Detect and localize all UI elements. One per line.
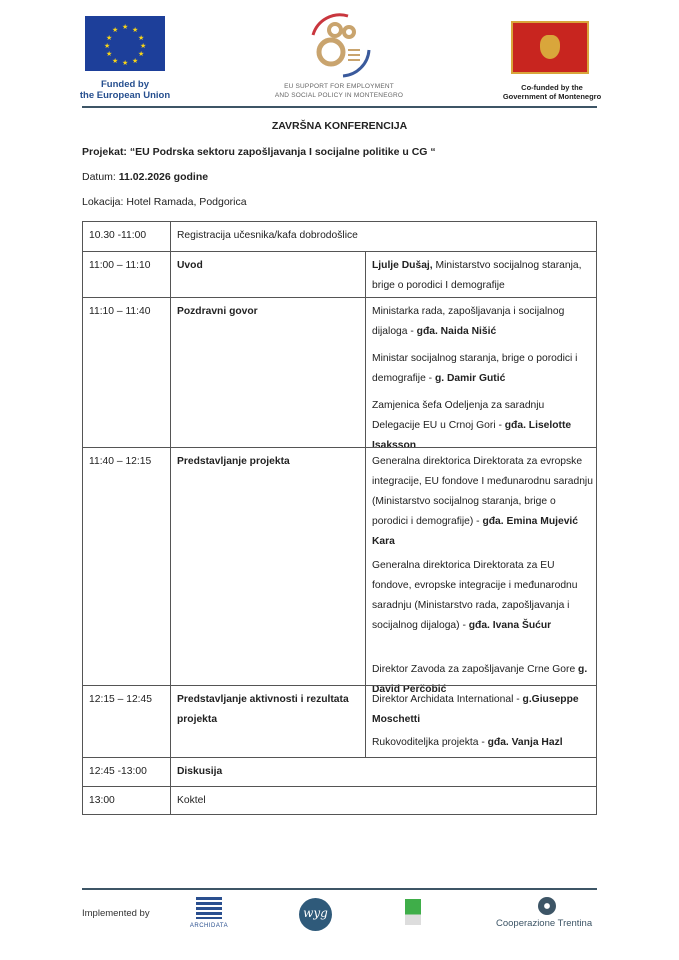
speaker: Ministar socijalnog staranja, brige o porodici i demografije - g. Damir Gutić — [372, 353, 578, 384]
table-row — [83, 297, 596, 451]
speaker: Rukovoditeljka projekta - gđa. Vanja Hazl — [372, 737, 563, 748]
agenda-table — [82, 221, 597, 815]
session-cell: Diskusija — [177, 766, 223, 777]
time-cell: 11:40 – 12:15 — [89, 456, 152, 467]
time-cell: 12:45 -13:00 — [89, 766, 147, 777]
speaker: Generalna direktorica Direktorata za evropske integracije, EU fondove I međunarodnu saradnju (Ministarstvo socijalnog staranja, brige o porodici i demografije) - gđa. Emina Mujević Kara — [372, 456, 593, 547]
table-row — [83, 251, 596, 297]
cooperazione-emblem — [538, 897, 556, 915]
archidata-logo: ARCHIDATA — [186, 897, 232, 929]
speaker: Direktor Zavoda za zapošljavanje Crne Gore g. David Perčobić — [372, 664, 588, 695]
session-cell: Predstavljanje projekta — [177, 456, 290, 467]
table-row — [83, 757, 596, 786]
date-line: Datum: 11.02.2026 godine — [82, 171, 209, 183]
header-divider — [82, 106, 597, 108]
project-caption: EU SUPPORT FOR EMPLOYMENT AND SOCIAL POLICY IN MONTENEGRO — [274, 83, 404, 99]
speaker: Ljulje Dušaj, Ministarstvo socijalnog staranja, brige o porodici I demografije — [372, 260, 582, 291]
session-cell: Koktel — [177, 795, 206, 806]
location-line: Lokacija: Hotel Ramada, Podgorica — [82, 196, 247, 208]
cooperazione-logo-text: Cooperazione Trentina — [496, 918, 593, 929]
eu-flag-logo: ★ ★ ★ ★ ★ ★ ★ ★ ★ ★ ★ ★ — [85, 16, 165, 71]
table-row — [83, 447, 596, 695]
session-cell: Predstavljanje aktivnosti i rezultata projekta — [177, 694, 349, 725]
speaker: Zamjenica šefa Odeljenja za saradnju Delegacije EU u Crnoj Gori - gđa. Liselotte Isaksson — [372, 400, 572, 451]
time-cell: 10.30 -11:00 — [89, 230, 147, 241]
speaker: Generalna direktorica Direktorata za EU fondove, evropske integracije i međunarodnu saradnju (Ministarstvo rada, zapošljavanja i socijalnog dijaloga) - gđa. Ivana Šućur — [372, 560, 578, 631]
session-cell: Uvod — [177, 260, 203, 271]
table-row — [83, 222, 596, 251]
implemented-by-label: Implemented by — [82, 908, 150, 919]
time-cell: 11:10 – 11:40 — [89, 306, 151, 317]
session-cell: Pozdravni govor — [177, 306, 258, 317]
partner-logo — [405, 899, 421, 925]
time-cell: 11:00 – 11:10 — [89, 260, 151, 271]
table-row — [83, 786, 596, 814]
footer-divider — [82, 888, 597, 890]
montenegro-flag-logo — [511, 21, 589, 74]
wyg-logo: wyg — [299, 898, 332, 931]
project-line: Projekat: “EU Podrska sektoru zapošljavanja I socijalne politike u CG “ — [82, 146, 436, 158]
time-cell: 12:15 – 12:45 — [89, 694, 152, 705]
speaker: Direktor Archidata International - g.Giuseppe Moschetti — [372, 694, 579, 725]
time-cell: 13:00 — [89, 795, 115, 806]
session-cell: Registracija učesnika/kafa dobrodošlice — [177, 230, 358, 241]
eu-caption: Funded by the European Union — [79, 79, 171, 101]
me-caption: Co-funded by the Government of Montenegro — [502, 83, 602, 101]
project-logo — [303, 10, 375, 80]
document-title: ZAVRŠNA KONFERENCIJA — [271, 120, 408, 132]
speaker: Ministarka rada, zapošljavanja i socijalnog dijaloga - gđa. Naida Nišić — [372, 306, 565, 337]
table-row — [83, 685, 596, 757]
